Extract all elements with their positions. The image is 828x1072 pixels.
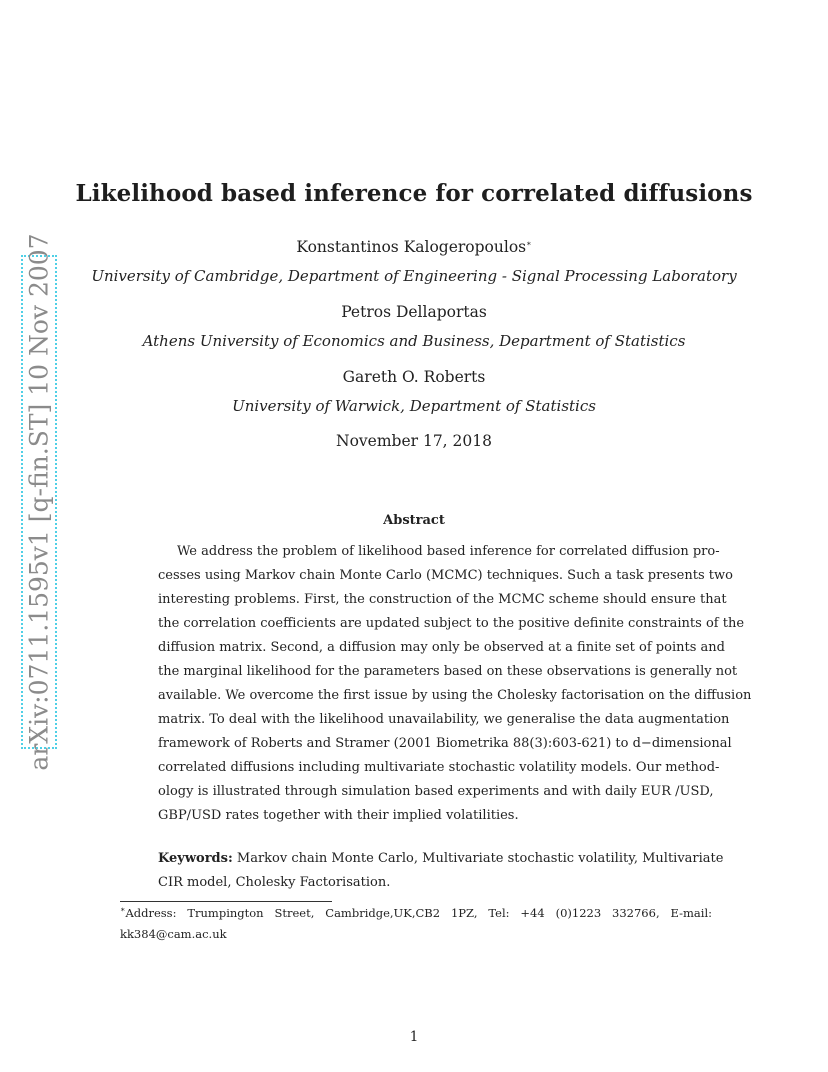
footnote-address	[120, 905, 712, 920]
keywords-continued: CIR model, Cholesky Factorisation.	[158, 875, 391, 890]
author-affiliation: Athens University of Economics and Business, Department of Statistics	[142, 332, 686, 350]
footnote-marker: ∗	[120, 905, 126, 914]
abstract-line: matrix. To deal with the likelihood unavailability, we generalise the data augmentation	[158, 712, 730, 727]
abstract-line: ology is illustrated through simulation based experiments and with daily EUR /USD,	[158, 784, 714, 799]
abstract-line: cesses using Markov chain Monte Carlo (MCMC) techniques. Such a task presents two	[158, 568, 733, 583]
arxiv-stamp	[21, 233, 57, 771]
keywords-text: Markov chain Monte Carlo, Multivariate stochastic volatility, Multivariate	[232, 851, 724, 866]
abstract-line: interesting problems. First, the construction of the MCMC scheme should ensure that	[158, 592, 727, 607]
abstract-line: the correlation coefficients are updated subject to the positive definite constraints of the	[158, 616, 745, 631]
abstract-line: correlated diffusions including multivariate stochastic volatility models. Our method-	[158, 760, 720, 775]
author-name: Petros Dellaportas	[341, 303, 487, 321]
paper-title: Likelihood based inference for correlated diffusions	[75, 180, 753, 207]
footnote-email: kk384@cam.ac.uk	[120, 927, 227, 941]
abstract-line: the marginal likelihood for the parameters based on these observations is generally not	[158, 664, 738, 679]
author-name: Gareth O. Roberts	[342, 368, 486, 386]
arxiv-identifier: arXiv:0711.1595v1 [q-fin.ST] 10 Nov 2007	[24, 233, 54, 771]
footnote-text: Address: Trumpington Street, Cambridge,UK,CB2 1PZ, Tel: +44 (0)1223 332766, E-mail:	[125, 905, 712, 920]
abstract-heading: Abstract	[383, 513, 445, 528]
abstract-line: diffusion matrix. Second, a diffusion may only be observed at a finite set of points and	[158, 640, 725, 655]
author-affiliation: University of Cambridge, Department of Engineering - Signal Processing Laboratory	[91, 267, 737, 285]
abstract-line: available. We overcome the first issue by using the Cholesky factorisation on the diffusion	[158, 688, 752, 703]
author-name	[0, 238, 828, 256]
abstract-line: GBP/USD rates together with their implied volatilities.	[158, 808, 519, 823]
author-affiliation: University of Warwick, Department of Statistics	[232, 397, 596, 415]
author-name-text: Konstantinos Kalogeropoulos	[296, 238, 527, 256]
paper-date: November 17, 2018	[336, 432, 492, 450]
abstract-line: We address the problem of likelihood based inference for correlated diffusion pro-	[177, 544, 720, 559]
footnote-rule	[120, 901, 332, 902]
page-number: 1	[409, 1029, 419, 1045]
author-footnote-marker: ∗	[526, 238, 532, 248]
keywords-label: Keywords:	[158, 851, 233, 866]
abstract-line: framework of Roberts and Stramer (2001 Biometrika 88(3):603-621) to d−dimensional	[158, 736, 732, 751]
keywords	[158, 851, 724, 866]
